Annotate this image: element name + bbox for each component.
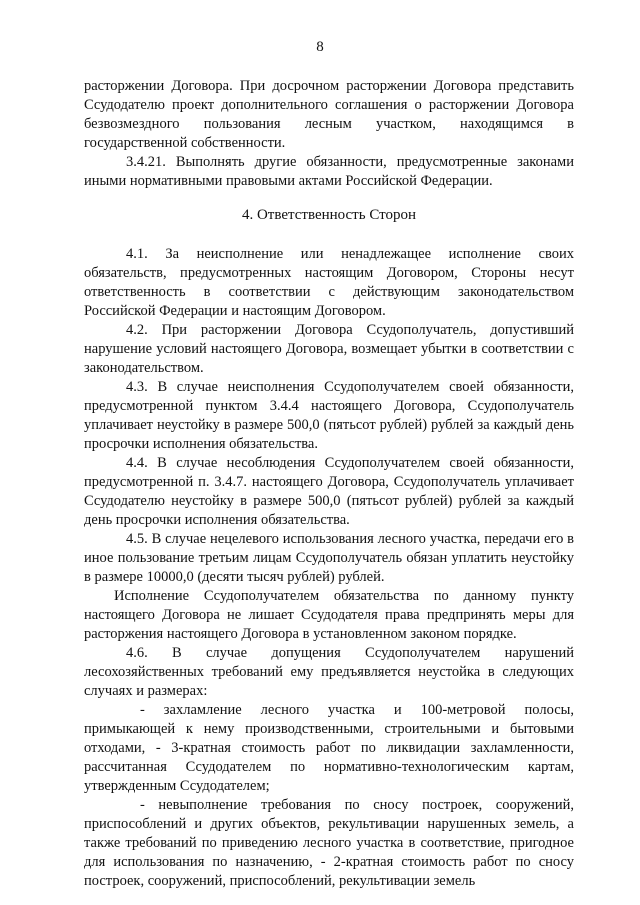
section-heading: 4. Ответственность Сторон [241, 207, 417, 223]
list-item: - невыполнение требования по сносу построек, сооружений, приспособлений и других объектов, рекультивации нарушенных земель, а также требований по приведению лесного участка в соответствие, пригодное для использования по назначению, - 2-кратная стоимость работ по сносу построек, сооружений, приспособлений, рекультивации земель [84, 797, 574, 889]
paragraph: Исполнение Ссудополучателем обязательства по данному пункту настоящего Договора не лишает Ссудодателя права предпринять меры для расторжения настоящего Договора в установленном законом порядке. [84, 588, 574, 642]
paragraph: 4.6. В случае допущения Ссудополучателем нарушений лесохозяйственных требований ему предъявляется неустойка в следующих случаях и размерах: [84, 645, 574, 699]
paragraph: 3.4.21. Выполнять другие обязанности, предусмотренные законами иными нормативными правовыми актами Российской Федерации. [84, 154, 574, 189]
paragraph: расторжении Договора. При досрочном расторжении Договора представить Ссудодателю проект дополнительного соглашения о расторжении Договора безвозмездного пользования лесным участком, находящимся в государственной собственности. [84, 78, 574, 151]
paragraph: 4.2. При расторжении Договора Ссудополучатель, допустивший нарушение условий настоящего Договора, возмещает убытки в соответствии с законодательством. [84, 322, 574, 376]
page-number: 8 [316, 39, 324, 55]
paragraph: 4.4. В случае несоблюдения Ссудополучателем своей обязанности, предусмотренной п. 3.4.7. настоящего Договора, Ссудополучатель уплачивает Ссудодателю неустойку в размере 500,0 (пятьсот рублей) рублей за каждый день просрочки исполнения обязательства. [84, 455, 574, 528]
paragraph: 4.5. В случае нецелевого использования лесного участка, передачи его в иное пользование третьим лицам Ссудополучатель обязан уплатить неустойку в размере 10000,0 (десяти тысяч рублей) рублей. [84, 531, 574, 585]
document-body [84, 77, 574, 891]
paragraph: 4.3. В случае неисполнения Ссудополучателем своей обязанности, предусмотренной пунктом 3.4.4 настоящего Договора, Ссудополучатель уплачивает неустойку в размере 500,0 (пятьсот рублей) рублей за каждый день просрочки исполнения обязательства. [84, 379, 574, 452]
paragraph: 4.1. За неисполнение или ненадлежащее исполнение своих обязательств, предусмотренных настоящим Договором, Стороны несут ответственность в соответствии с действующим законодательством Российской Федерации и настоящим Договором. [84, 246, 574, 319]
list-item: - захламление лесного участка и 100-метровой полосы, примыкающей к нему производственными, строительными и бытовыми отходами, - 3-кратная стоимость работ по ликвидации захламленности, рассчитанная Ссудодателем по нормативно-технологическим картам, утвержденным Ссудодателем; [84, 702, 574, 794]
